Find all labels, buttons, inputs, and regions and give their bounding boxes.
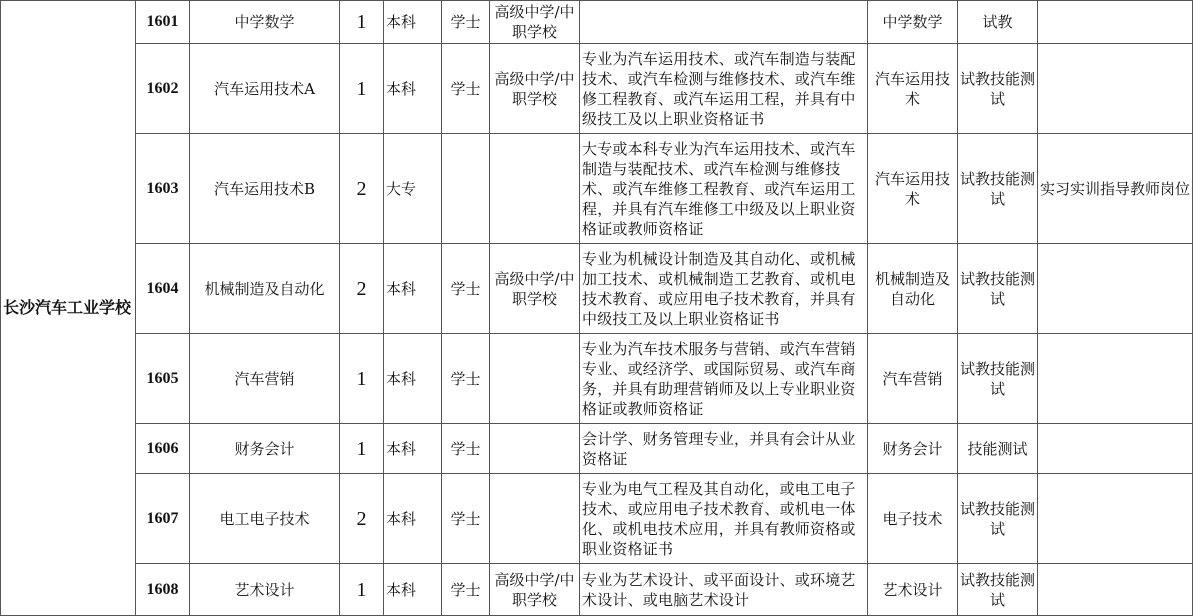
hiring-count: 2: [340, 134, 384, 244]
requirements: [580, 1, 868, 44]
education: 大专: [384, 134, 442, 244]
position-code: 1607: [136, 474, 190, 564]
remark: [1038, 334, 1193, 424]
remark: [1038, 564, 1193, 616]
exam-method: 试教技能测试: [958, 564, 1038, 616]
school-name-cell: 长沙汽车工业学校: [1, 1, 136, 616]
hiring-count: 1: [340, 334, 384, 424]
test-subject: 汽车营销: [868, 334, 958, 424]
table-row: [1, 424, 1193, 474]
teacher-qualification: 高级中学/中职学校: [490, 564, 580, 616]
degree: [442, 134, 490, 244]
degree: 学士: [442, 334, 490, 424]
requirements-text: 专业为汽车运用技术、或汽车制造与装配技术、或汽车检测与维修技术、或汽车维修工程教育、或汽车运用工程，并具有中级技工及以上职业资格证书: [582, 49, 856, 128]
position-code: 1603: [136, 134, 190, 244]
remark: [1038, 474, 1193, 564]
test-subject: 汽车运用技术: [868, 44, 958, 134]
test-subject: 财务会计: [868, 424, 958, 474]
degree: 学士: [442, 1, 490, 44]
requirements-text: 专业为艺术设计、或平面设计、或环境艺术设计、或电脑艺术设计: [582, 570, 856, 609]
requirements: [580, 424, 868, 474]
teacher-qualification: [490, 474, 580, 564]
education: 本科: [384, 1, 442, 44]
position-name: 机械制造及自动化: [190, 244, 340, 334]
teacher-qualification: 高级中学/中职学校: [490, 44, 580, 134]
position-code: 1606: [136, 424, 190, 474]
table-row: [1, 474, 1193, 564]
hiring-count: 2: [340, 474, 384, 564]
requirements-text: 专业为汽车技术服务与营销、或汽车营销专业、或经济学、或国际贸易、或汽车商务，并具有助理营销师及以上专业职业资格证或教师资格证: [582, 339, 856, 418]
position-name: 中学数学: [190, 1, 340, 44]
exam-method: 试教技能测试: [958, 334, 1038, 424]
test-subject: 艺术设计: [868, 564, 958, 616]
requirements: [580, 244, 868, 334]
teacher-qualification: [490, 424, 580, 474]
position-code: 1604: [136, 244, 190, 334]
remark: [1038, 44, 1193, 134]
teacher-qualification: 高级中学/中职学校: [490, 244, 580, 334]
degree: 学士: [442, 44, 490, 134]
position-name: 汽车运用技术A: [190, 44, 340, 134]
requirements: [580, 134, 868, 244]
table-row: [1, 44, 1193, 134]
degree: 学士: [442, 564, 490, 616]
position-name: 汽车运用技术B: [190, 134, 340, 244]
position-code: 1608: [136, 564, 190, 616]
test-subject: 电子技术: [868, 474, 958, 564]
education: 本科: [384, 334, 442, 424]
requirements-text: 专业为机械设计制造及其自动化、或机械加工技术、或机械制造工艺教育、或机电技术教育、或应用电子技术教育，并具有中级技工及以上职业资格证书: [582, 249, 856, 328]
hiring-count: 1: [340, 564, 384, 616]
table-row: [1, 244, 1193, 334]
exam-method: 试教技能测试: [958, 134, 1038, 244]
teacher-qualification: [490, 134, 580, 244]
requirements: [580, 474, 868, 564]
exam-method: 试教技能测试: [958, 474, 1038, 564]
hiring-count: 1: [340, 424, 384, 474]
position-name: 汽车营销: [190, 334, 340, 424]
degree: 学士: [442, 424, 490, 474]
position-code: 1602: [136, 44, 190, 134]
requirements: [580, 44, 868, 134]
position-name: 财务会计: [190, 424, 340, 474]
education: 本科: [384, 44, 442, 134]
requirements: [580, 564, 868, 616]
hiring-count: 2: [340, 244, 384, 334]
requirements-text: 会计学、财务管理专业，并具有会计从业资格证: [582, 429, 856, 468]
education: 本科: [384, 474, 442, 564]
remark: [1038, 244, 1193, 334]
position-code: 1605: [136, 334, 190, 424]
education: 本科: [384, 244, 442, 334]
position-code: 1601: [136, 1, 190, 44]
remark: [1038, 424, 1193, 474]
teacher-qualification: [490, 334, 580, 424]
education: 本科: [384, 424, 442, 474]
teacher-qualification: 高级中学/中职学校: [490, 1, 580, 44]
table-row: [1, 1, 1193, 44]
education: 本科: [384, 564, 442, 616]
table-row: [1, 334, 1193, 424]
remark: [1038, 1, 1193, 44]
remark: 实习实训指导教师岗位: [1038, 134, 1193, 244]
degree: 学士: [442, 244, 490, 334]
requirements: [580, 334, 868, 424]
exam-method: 试教技能测试: [958, 44, 1038, 134]
test-subject: 中学数学: [868, 1, 958, 44]
requirements-text: 专业为电气工程及其自动化，或电工电子技术、或应用电子技术教育、或机电一体化、或机电技术应用，并具有教师资格或职业资格证书: [582, 479, 856, 558]
test-subject: 机械制造及自动化: [868, 244, 958, 334]
exam-method: 试教技能测试: [958, 244, 1038, 334]
hiring-count: 1: [340, 1, 384, 44]
table-row: [1, 134, 1193, 244]
position-name: 艺术设计: [190, 564, 340, 616]
exam-method: 试教: [958, 1, 1038, 44]
hiring-count: 1: [340, 44, 384, 134]
position-name: 电工电子技术: [190, 474, 340, 564]
test-subject: 汽车运用技术: [868, 134, 958, 244]
requirements-text: 大专或本科专业为汽车运用技术、或汽车制造与装配技术、或汽车检测与维修技术、或汽车维修工程教育、或汽车运用工程，并具有汽车维修工中级及以上职业资格证或教师资格证: [582, 139, 856, 238]
table-row: [1, 564, 1193, 616]
exam-method: 技能测试: [958, 424, 1038, 474]
degree: 学士: [442, 474, 490, 564]
